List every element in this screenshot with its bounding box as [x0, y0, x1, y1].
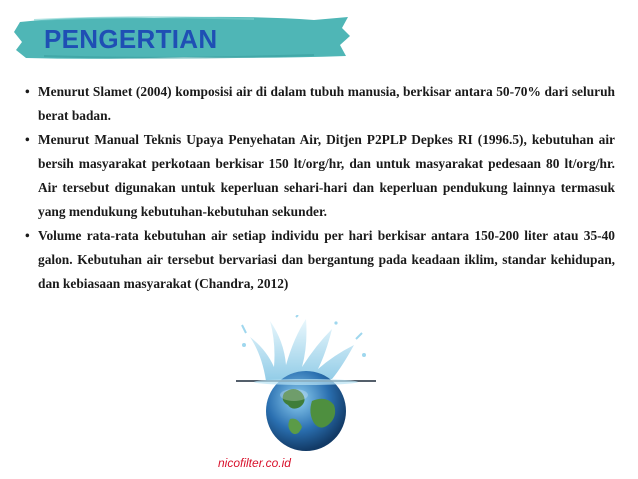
- title-banner: [14, 12, 350, 64]
- bullet-item: [25, 80, 615, 128]
- bullet-item: [25, 224, 615, 296]
- bullet-marker: •: [25, 132, 30, 147]
- page-title: PENGERTIAN: [44, 24, 218, 54]
- source-credit: nicofilter.co.id: [218, 456, 291, 470]
- bullet-text: Menurut Slamet (2004) komposisi air di dalam tubuh manusia, berkisar antara 50-70% dari seluruh berat badan.: [38, 84, 615, 123]
- bullet-marker: •: [25, 228, 30, 243]
- bullet-text: Menurut Manual Teknis Upaya Penyehatan Air, Ditjen P2PLP Depkes RI (1996.5), kebutuhan air bersih masyarakat perkotaan berkisar 150 lt/org/hr, dan untuk masyarakat pedesaan 80 lt/org/hr. Air tersebut digunakan untuk keperluan sehari-hari dan keperluan pendukung lainnya termasuk yang mendukung kebutuhan-kebutuhan sekunder.: [38, 132, 615, 219]
- water-splash-globe-icon: [236, 315, 376, 453]
- bullet-list: [25, 80, 615, 296]
- bullet-text: Volume rata-rata kebutuhan air setiap individu per hari berkisar antara 150-200 liter atau 35-40 galon. Kebutuhan air tersebut bervariasi dan bergantung pada keadaan iklim, standar kehidupan, dan kebiasaan masyarakat (Chandra, 2012): [38, 228, 615, 291]
- bullet-item: [25, 128, 615, 224]
- bullet-marker: •: [25, 84, 30, 99]
